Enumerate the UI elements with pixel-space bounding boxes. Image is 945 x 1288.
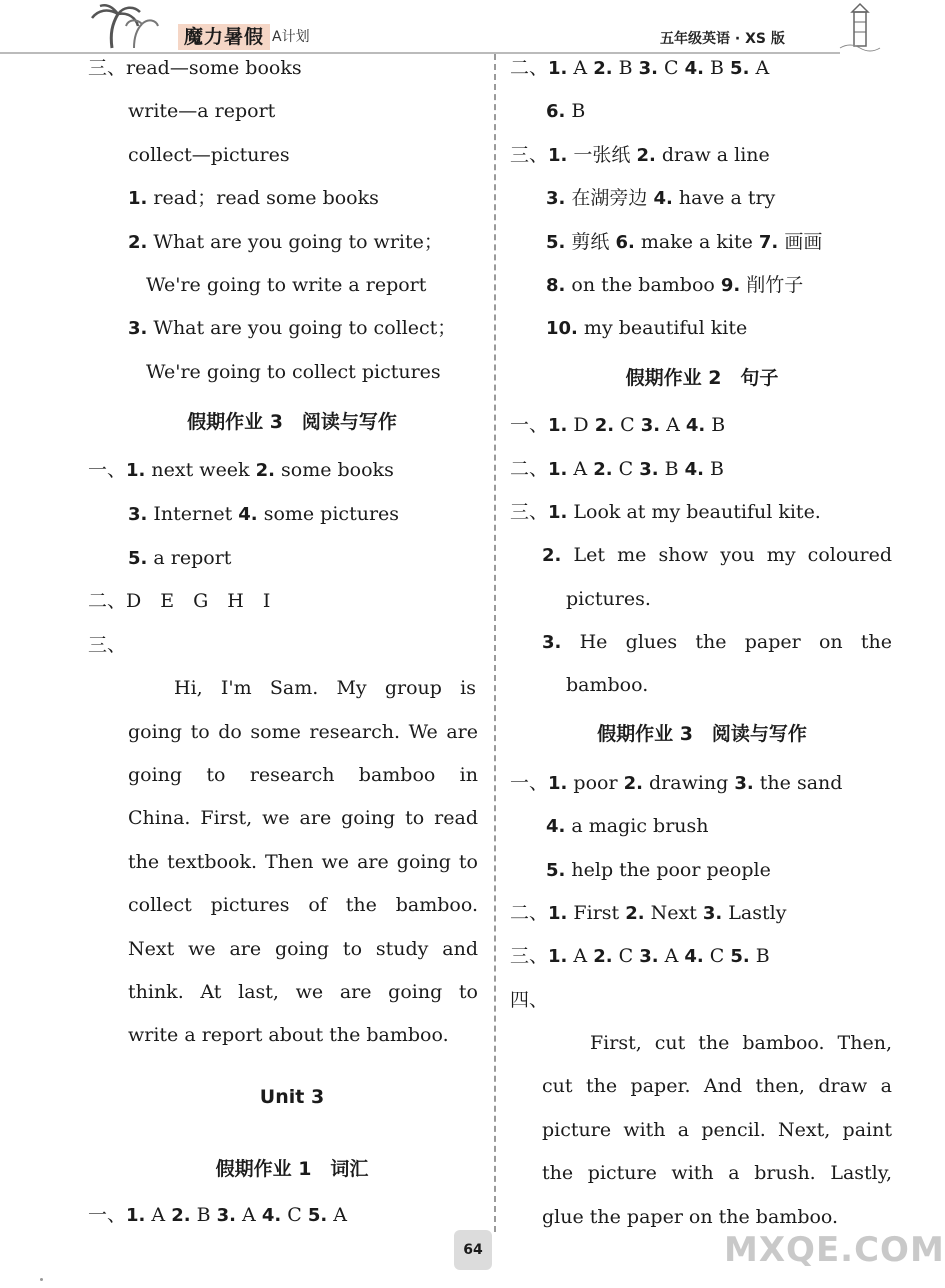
passage-line: picture with a pencil. Next, paint bbox=[542, 1119, 892, 1141]
answer-line: 四、 bbox=[510, 989, 549, 1011]
answer-line: 10. my beautiful kite bbox=[546, 317, 748, 339]
section-heading: 假期作业 2 句子 bbox=[625, 367, 779, 389]
brand-title: 魔力暑假 bbox=[178, 24, 270, 50]
answer-line: We're going to collect pictures bbox=[146, 361, 441, 383]
answer-line: 三、read—some books bbox=[88, 57, 302, 79]
answer-line: 5. help the poor people bbox=[546, 859, 771, 881]
passage-line: Hi, I'm Sam. My group is bbox=[174, 677, 476, 699]
answer-line: 1. read；read some books bbox=[128, 187, 379, 209]
answer-line: We're going to write a report bbox=[146, 274, 427, 296]
passage-line: write a report about the bamboo. bbox=[128, 1024, 449, 1046]
passage-line: China. First, we are going to read bbox=[128, 807, 478, 829]
answer-line: 三、1. Look at my beautiful kite. bbox=[510, 501, 821, 523]
answer-line: 一、1. D 2. C 3. A 4. B bbox=[510, 414, 726, 436]
page-header bbox=[0, 0, 900, 52]
answer-line: 二、D E G H I bbox=[88, 590, 271, 612]
section-heading: 假期作业 1 词汇 bbox=[215, 1158, 369, 1180]
lighthouse-icon bbox=[838, 2, 882, 52]
page-dot bbox=[40, 1278, 43, 1281]
answer-line: collect—pictures bbox=[128, 144, 290, 166]
answer-line: bamboo. bbox=[566, 674, 649, 696]
passage-line: the textbook. Then we are going to bbox=[128, 851, 478, 873]
passage-line: going to do some research. We are bbox=[128, 721, 478, 743]
page-number: 64 bbox=[454, 1230, 492, 1270]
answer-line: 三、1. 一张纸 2. draw a line bbox=[510, 144, 770, 166]
answer-line: 2. Let me show you my coloured bbox=[542, 544, 892, 566]
grade-label: 五年级英语 · XS 版 bbox=[660, 31, 785, 47]
answer-line: pictures. bbox=[566, 588, 651, 610]
palm-tree-icon bbox=[88, 4, 168, 50]
passage-line: the picture with a brush. Lastly, bbox=[542, 1162, 892, 1184]
answer-line: 5. a report bbox=[128, 547, 232, 569]
passage-line: collect pictures of the bamboo. bbox=[128, 894, 478, 916]
answer-line: 6. B bbox=[546, 100, 586, 122]
answer-line: 一、1. A 2. B 3. A 4. C 5. A bbox=[88, 1204, 347, 1226]
passage-line: think. At last, we are going to bbox=[128, 981, 478, 1003]
answer-line: 3. What are you going to collect； bbox=[128, 317, 457, 339]
section-heading: 假期作业 3 阅读与写作 bbox=[187, 411, 397, 433]
answer-line: 二、1. A 2. B 3. C 4. B 5. A bbox=[510, 57, 770, 79]
answer-line: 3. He glues the paper on the bbox=[542, 631, 892, 653]
answer-line: 二、1. First 2. Next 3. Lastly bbox=[510, 902, 787, 924]
answer-line: 二、1. A 2. C 3. B 4. B bbox=[510, 458, 725, 480]
answer-line: write—a report bbox=[128, 100, 276, 122]
answer-line: 三、 bbox=[88, 634, 127, 656]
unit-heading: Unit 3 bbox=[259, 1086, 325, 1108]
passage-line: going to research bamboo in bbox=[128, 764, 478, 786]
section-heading: 假期作业 3 阅读与写作 bbox=[597, 723, 807, 745]
column-divider bbox=[494, 54, 496, 1232]
brand-subtitle: A计划 bbox=[272, 29, 310, 45]
answer-line: 8. on the bamboo 9. 削竹子 bbox=[546, 274, 804, 296]
answer-line: 一、1. poor 2. drawing 3. the sand bbox=[510, 772, 843, 794]
passage-line: Next we are going to study and bbox=[128, 938, 478, 960]
answer-line: 5. 剪纸 6. make a kite 7. 画画 bbox=[546, 231, 823, 253]
passage-line: First, cut the bamboo. Then, bbox=[590, 1032, 892, 1054]
answer-line: 3. Internet 4. some pictures bbox=[128, 503, 400, 525]
answer-line: 三、1. A 2. C 3. A 4. C 5. B bbox=[510, 945, 770, 967]
answer-line: 3. 在湖旁边 4. have a try bbox=[546, 187, 776, 209]
answer-line: 4. a magic brush bbox=[546, 815, 709, 837]
watermark: MXQE.COM bbox=[724, 1230, 945, 1270]
passage-line: glue the paper on the bamboo. bbox=[542, 1206, 839, 1228]
answer-line: 一、1. next week 2. some books bbox=[88, 459, 394, 481]
answer-line: 2. What are you going to write； bbox=[128, 231, 443, 253]
passage-line: cut the paper. And then, draw a bbox=[542, 1075, 892, 1097]
